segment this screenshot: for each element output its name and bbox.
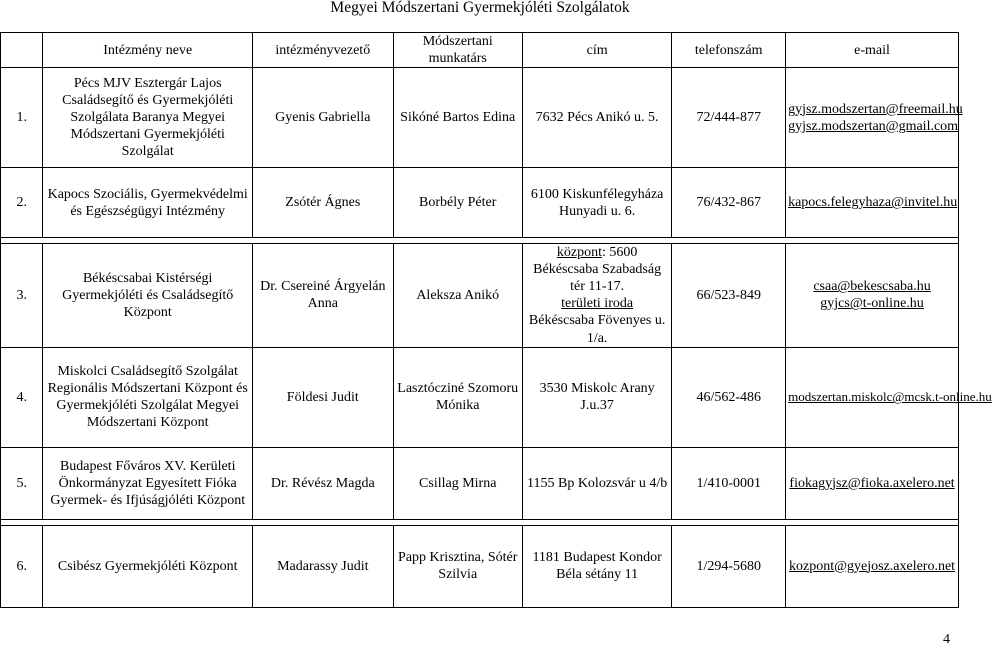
institutions-table bbox=[0, 32, 992, 608]
institution-phone: 46/562-486 bbox=[672, 347, 786, 447]
table-row bbox=[1, 244, 959, 347]
header-staff: Módszertani munkatárs bbox=[393, 33, 522, 68]
institution-phone: 72/444-877 bbox=[672, 68, 786, 168]
row-number: 2. bbox=[1, 168, 43, 238]
methodology-staff: Papp Krisztina, Sótér Szilvia bbox=[393, 525, 522, 607]
page-number: 4 bbox=[943, 632, 950, 647]
institution-leader: Földesi Judit bbox=[253, 347, 394, 447]
header-leader: intézményvezető bbox=[253, 33, 394, 68]
institution-leader: Gyenis Gabriella bbox=[253, 68, 394, 168]
address-regional-label: területi iroda bbox=[561, 296, 634, 312]
table-header-row bbox=[1, 33, 959, 68]
institution-name: Miskolci Családsegítő Szolgálat Regionális Módszertani Központ és Gyermekjóléti Szolgálat Megyei Módszertani Központ bbox=[43, 347, 253, 447]
institution-phone: 1/410-0001 bbox=[672, 447, 786, 519]
institution-address bbox=[522, 244, 671, 347]
methodology-staff: Csillag Mirna bbox=[393, 447, 522, 519]
institution-address: 1155 Bp Kolozsvár u 4/b bbox=[522, 447, 671, 519]
institution-email bbox=[786, 347, 992, 447]
methodology-staff: Borbély Péter bbox=[393, 168, 522, 238]
institution-address: 7632 Pécs Anikó u. 5. bbox=[522, 68, 671, 168]
row-number: 3. bbox=[1, 244, 43, 347]
institution-email bbox=[786, 168, 959, 238]
email-link[interactable]: gyjsz.modszertan@freemail.hu bbox=[788, 101, 963, 117]
email-link[interactable]: kozpont@gyejosz.axelero.net bbox=[789, 558, 956, 574]
header-email: e-mail bbox=[786, 33, 959, 68]
page-title: Megyei Módszertani Gyermekjóléti Szolgálatok bbox=[330, 0, 630, 16]
email-link[interactable]: csaa@bekescsaba.hu bbox=[813, 279, 931, 295]
institution-email bbox=[786, 68, 963, 168]
institution-phone: 76/432-867 bbox=[672, 168, 786, 238]
address-center: : 5600 Békéscsaba Szabadság tér 11-17. bbox=[533, 245, 662, 295]
institution-address: 3530 Miskolc Arany J.u.37 bbox=[522, 347, 671, 447]
table-row bbox=[1, 447, 959, 519]
methodology-staff: Sikóné Bartos Edina bbox=[393, 68, 522, 168]
institution-name: Kapocs Szociális, Gyermekvédelmi és Egészségügyi Intézmény bbox=[43, 168, 253, 238]
email-link[interactable]: gyjcs@t-online.hu bbox=[820, 296, 924, 312]
row-number: 6. bbox=[1, 525, 43, 607]
table-row bbox=[1, 168, 959, 238]
row-number: 1. bbox=[1, 68, 43, 168]
institution-leader: Zsótér Ágnes bbox=[253, 168, 394, 238]
institution-name: Csibész Gyermekjóléti Központ bbox=[43, 525, 253, 607]
institution-email bbox=[786, 244, 959, 347]
table-row bbox=[1, 68, 959, 168]
methodology-staff: Lasztócziné Szomoru Mónika bbox=[393, 347, 522, 447]
email-link[interactable]: kapocs.felegyhaza@invitel.hu bbox=[788, 195, 958, 211]
email-link[interactable]: fiokagyjsz@fioka.axelero.net bbox=[789, 475, 955, 491]
header-number bbox=[1, 33, 43, 68]
row-number: 4. bbox=[1, 347, 43, 447]
institution-name: Pécs MJV Esztergár Lajos Családsegítő és Gyermekjóléti Szolgálata Baranya Megyei Módszertani Gyermekjóléti Szolgálat bbox=[43, 68, 253, 168]
methodology-staff: Aleksza Anikó bbox=[393, 244, 522, 347]
table-row bbox=[1, 347, 959, 447]
header-phone: telefonszám bbox=[672, 33, 786, 68]
header-name: Intézmény neve bbox=[43, 33, 253, 68]
address-regional: Békéscsaba Fövenyes u. 1/a. bbox=[528, 313, 666, 346]
institution-name: Békéscsabai Kistérségi Gyermekjóléti és Családsegítő Központ bbox=[43, 244, 253, 347]
institution-leader: Dr. Csereiné Árgyelán Anna bbox=[253, 244, 394, 347]
email-link[interactable]: modszertan.miskolc@mcsk.t-online.hu bbox=[788, 389, 992, 405]
row-number: 5. bbox=[1, 447, 43, 519]
email-link[interactable]: gyjsz.modszertan@gmail.com bbox=[788, 118, 959, 134]
institution-leader: Madarassy Judit bbox=[253, 525, 394, 607]
address-center-label: központ bbox=[556, 245, 602, 261]
header-address: cím bbox=[522, 33, 671, 68]
institution-email bbox=[786, 525, 959, 607]
institution-phone: 1/294-5680 bbox=[672, 525, 786, 607]
institution-address: 6100 Kiskunfélegyháza Hunyadi u. 6. bbox=[522, 168, 671, 238]
institution-address: 1181 Budapest Kondor Béla sétány 11 bbox=[522, 525, 671, 607]
table-row bbox=[1, 525, 959, 607]
institution-name: Budapest Főváros XV. Kerületi Önkormányzat Egyesített Fióka Gyermek- és Ifjúságjóléti Központ bbox=[43, 447, 253, 519]
institution-phone: 66/523-849 bbox=[672, 244, 786, 347]
institution-leader: Dr. Révész Magda bbox=[253, 447, 394, 519]
institution-email bbox=[786, 447, 959, 519]
